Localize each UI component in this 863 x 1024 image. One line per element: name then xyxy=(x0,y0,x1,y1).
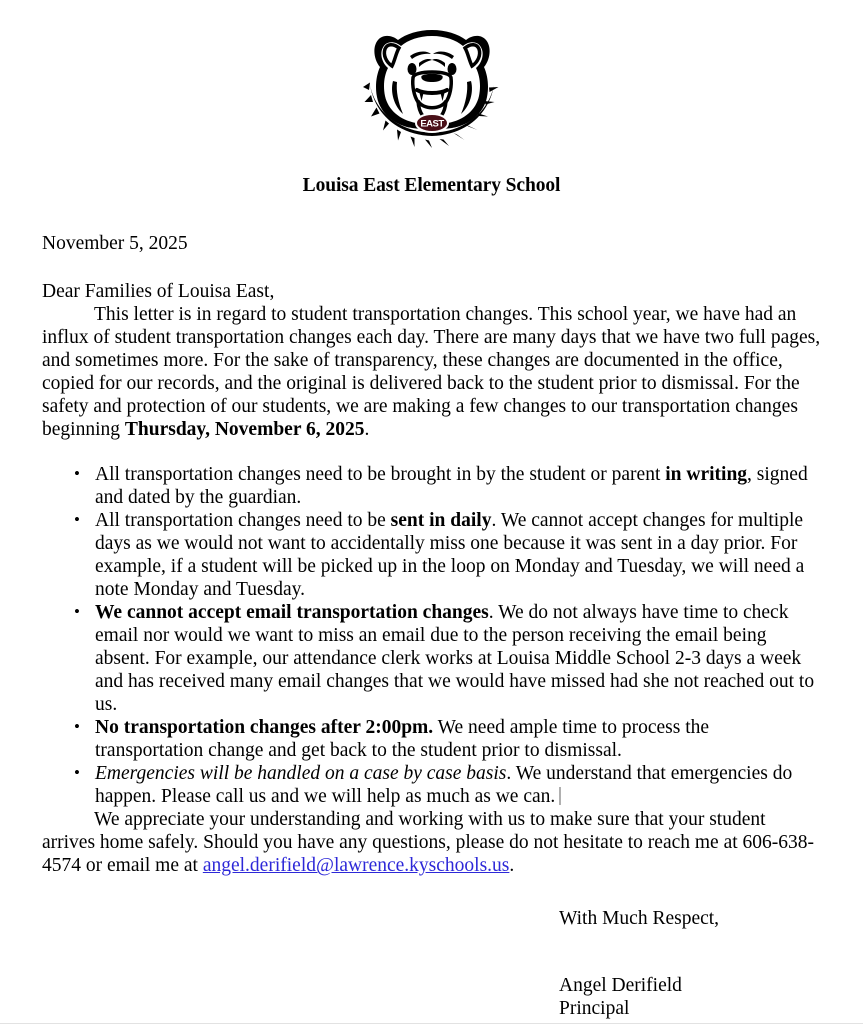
bullet-tail-text: . We understand that emergencies do happen. Please call us and we will help as much as we can. xyxy=(95,763,793,808)
bullet-lead-text: All transportation changes need to be xyxy=(95,510,391,532)
school-name-heading: Louisa East Elementary School xyxy=(302,175,561,196)
signature-block xyxy=(42,907,821,1020)
bullet-tail-text: . We do not always have time to check email nor would we want to miss an email due to the person receiving the email being absent. For example, our attendance clerk works at Louisa Middle School 2-3 days a week and has received many email changes that we would have missed had she not reached out to us. xyxy=(95,602,815,716)
closing-paragraph xyxy=(42,808,821,877)
letter-date: November 5, 2025 xyxy=(42,233,188,255)
nose xyxy=(421,74,442,82)
bullet-emphasis: in writing xyxy=(665,464,748,486)
bullet-tail-text: . We cannot accept changes for multiple days as we would not want to accidentally miss one because it was sent in a day prior. For example, if a student will be picked up in the loop on Monday and Tuesday, we will need a note Monday and Tuesday. xyxy=(95,510,805,601)
intro-paragraph xyxy=(42,303,821,441)
closing-text-part-2: . xyxy=(509,855,515,877)
bulldog-head-logo xyxy=(363,26,501,148)
bullet-emphasis: No transportation changes after 2:00pm. xyxy=(95,717,434,739)
bullet-lead-text: All transportation changes need to be brought in by the student or parent xyxy=(95,464,666,486)
closing-text-part-1: We appreciate your understanding and working with us to make sure that your student arrives home safely. Should you have any questions, please do not hesitate to reach me at 606-638-4574 or email me at xyxy=(42,809,815,877)
bullet-tail-text: We need ample time to process the transportation change and get back to the student prior to dismissal. xyxy=(95,717,710,762)
bullet-emphasis: sent in daily xyxy=(390,510,492,532)
bullet-emphasis: We cannot accept email transportation changes xyxy=(95,602,489,624)
list-item xyxy=(42,716,821,762)
list-item xyxy=(42,509,821,601)
text-caret xyxy=(559,787,561,805)
collar-tag-label: EAST xyxy=(419,118,444,130)
signer-name: Angel Derifield xyxy=(559,975,682,997)
policy-bullet-list xyxy=(42,463,821,808)
signer-title: Principal xyxy=(559,998,630,1020)
email-link[interactable]: angel.derifield@lawrence.kyschools.us xyxy=(202,855,510,877)
intro-text-part-2: . xyxy=(364,419,370,441)
list-item xyxy=(42,762,821,808)
letter-body xyxy=(42,232,821,1020)
letterhead-logo xyxy=(42,0,821,148)
bullet-emphasis: Emergencies will be handled on a case by case basis xyxy=(95,763,507,785)
list-item xyxy=(42,463,821,509)
intro-text-part-1: This letter is in regard to student transportation changes. This school year, we have had an influx of student transportation changes each day. There are many days that we have two full pages, and sometimes more. For the sake of transparency, these changes are documented in the office, copied for our records, and the original is delivered back to the student prior to dismissal. For the safety and protection of our students, we are making a few changes to our transportation changes beginning xyxy=(42,304,821,441)
list-item xyxy=(42,601,821,716)
letter-salutation: Dear Families of Louisa East, xyxy=(42,281,275,303)
sign-off: With Much Respect, xyxy=(559,908,720,930)
bullet-tail-text: , signed and dated by the guardian. xyxy=(95,464,808,509)
intro-effective-date: Thursday, November 6, 2025 xyxy=(124,419,365,441)
